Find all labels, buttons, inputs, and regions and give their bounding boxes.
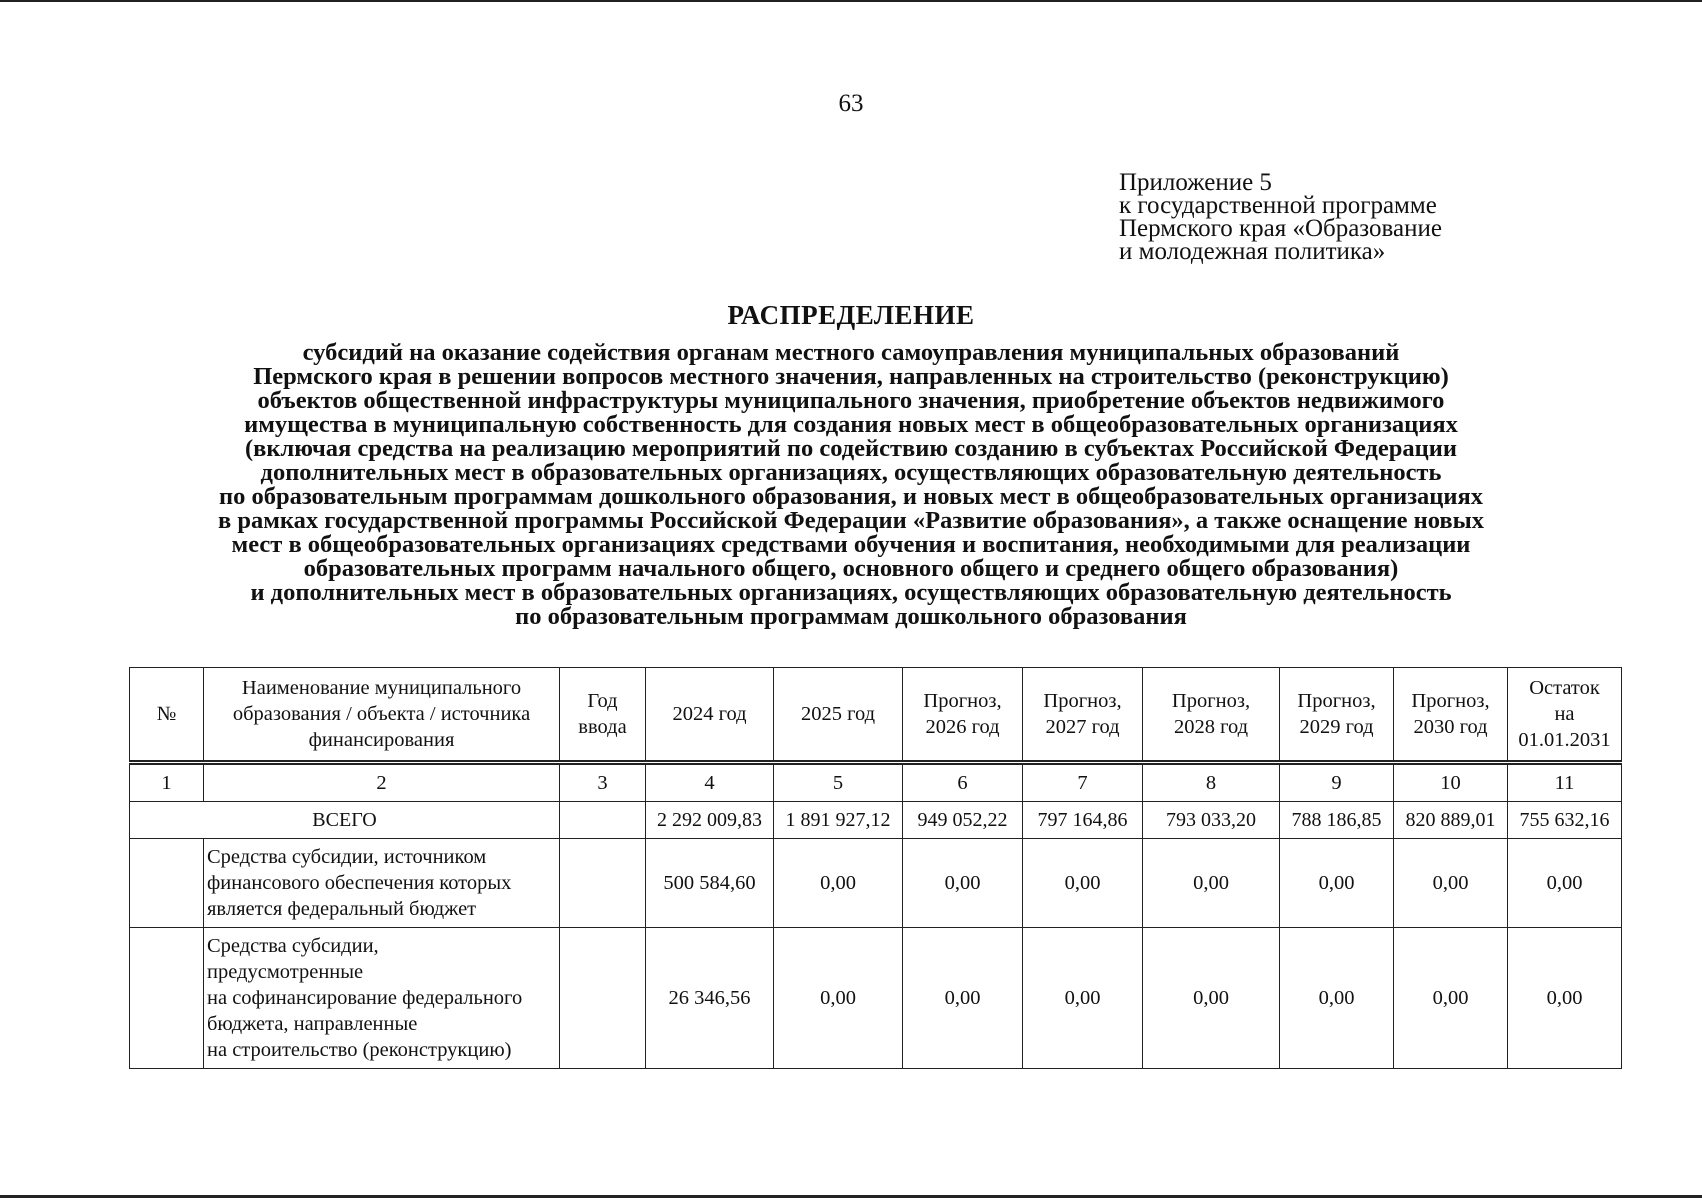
row-num [130, 839, 204, 928]
row-name [204, 928, 560, 1069]
row-value: 0,00 [1143, 839, 1280, 928]
header-line: Год [587, 690, 618, 712]
row-name-line: предусмотренные [207, 961, 364, 983]
row-value: 0,00 [1508, 928, 1622, 1069]
header-line: 2027 год [1045, 716, 1120, 738]
scan-bottom-edge [0, 1195, 1702, 1198]
total-value-2025: 1 891 927,12 [774, 802, 903, 839]
row-value: 0,00 [774, 928, 903, 1069]
header-line: Прогноз, [1171, 690, 1251, 712]
column-number: 9 [1280, 763, 1394, 802]
subtitle-line: мест в общеобразовательных организациях средствами обучения и воспитания, необходимыми для реализации [231, 531, 1471, 558]
column-number: 1 [130, 763, 204, 802]
header-name [204, 668, 560, 763]
table-row [130, 928, 1622, 1069]
column-number: 11 [1508, 763, 1622, 802]
column-number: 10 [1394, 763, 1508, 802]
header-line: 2028 год [1173, 716, 1249, 738]
row-value: 0,00 [1023, 839, 1143, 928]
header-forecast-2030 [1394, 668, 1508, 763]
distribution-table [129, 667, 1622, 1069]
header-line: 01.01.2031 [1518, 729, 1611, 751]
appendix-line: и молодежная политика» [1119, 238, 1386, 265]
header-remainder [1508, 668, 1622, 763]
subtitle-line: Пермского края в решении вопросов местного значения, направленных на строительство (реконструкцию) [253, 363, 1449, 390]
header-line: Прогноз, [1043, 690, 1122, 712]
header-line: 2026 год [925, 716, 1000, 738]
header-line: на [1554, 703, 1575, 725]
subtitle-line: по образовательным программам дошкольного образования [515, 603, 1187, 630]
column-number: 5 [774, 763, 903, 802]
header-name-line: финансирования [308, 729, 455, 751]
row-name [204, 839, 560, 928]
column-number-row [130, 763, 1622, 802]
total-value-2028: 793 033,20 [1143, 802, 1280, 839]
total-value-2029: 788 186,85 [1280, 802, 1394, 839]
row-value: 0,00 [1280, 839, 1394, 928]
column-number: 6 [903, 763, 1023, 802]
appendix-line: Приложение 5 [1119, 169, 1272, 196]
row-value: 500 584,60 [646, 839, 774, 928]
header-line: Остаток [1529, 677, 1600, 699]
header-forecast-2027 [1023, 668, 1143, 763]
row-num [130, 928, 204, 1069]
subtitle-line: субсидий на оказание содействия органам местного самоуправления муниципальных образований [302, 339, 1400, 366]
header-year-in [560, 668, 646, 763]
row-year-in [560, 928, 646, 1069]
column-number: 4 [646, 763, 774, 802]
header-line: Прогноз, [1297, 690, 1376, 712]
total-value-remainder: 755 632,16 [1508, 802, 1622, 839]
table-header-row [130, 668, 1622, 763]
document-subtitle [80, 341, 1622, 629]
row-value: 0,00 [1508, 839, 1622, 928]
row-value: 26 346,56 [646, 928, 774, 1069]
row-value: 0,00 [903, 839, 1023, 928]
row-name-line: на софинансирование федерального [207, 987, 523, 1009]
column-number: 8 [1143, 763, 1280, 802]
column-number: 3 [560, 763, 646, 802]
row-name-line: Средства субсидии, [207, 935, 379, 957]
row-year-in [560, 839, 646, 928]
row-value: 0,00 [1143, 928, 1280, 1069]
row-value: 0,00 [1394, 839, 1508, 928]
header-forecast-2028 [1143, 668, 1280, 763]
header-forecast-2029 [1280, 668, 1394, 763]
column-number: 2 [204, 763, 560, 802]
appendix-note [1119, 171, 1442, 263]
total-label: ВСЕГО [130, 802, 560, 839]
row-name-line: бюджета, направленные [207, 1013, 418, 1035]
row-value: 0,00 [1023, 928, 1143, 1069]
subtitle-line: и дополнительных мест в образовательных организациях, осуществляющих образовательную деятельность [250, 579, 1452, 606]
header-line: 2030 год [1413, 716, 1488, 738]
total-year-in [560, 802, 646, 839]
header-line: Прогноз, [923, 690, 1002, 712]
table-row [130, 839, 1622, 928]
subtitle-line: объектов общественной инфраструктуры муниципального значения, приобретение объектов недвижимого [257, 387, 1445, 414]
column-number: 7 [1023, 763, 1143, 802]
appendix-line: к государственной программе [1119, 192, 1437, 219]
header-2024: 2024 год [646, 668, 774, 763]
row-name-line: на строительство (реконструкцию) [207, 1039, 512, 1061]
header-name-line: Наименование муниципального [241, 677, 522, 699]
page-number: 63 [838, 90, 864, 117]
appendix-line: Пермского края «Образование [1119, 215, 1442, 242]
header-num: № [130, 668, 204, 763]
row-value: 0,00 [774, 839, 903, 928]
subtitle-line: образовательных программ начального общего, основного общего и среднего общего образования) [303, 555, 1399, 582]
header-name-line: образования / объекта / источника [232, 703, 531, 725]
subtitle-line: имущества в муниципальную собственность для создания новых мест в общеобразовательных организациях [244, 411, 1458, 438]
document-title: РАСПРЕДЕЛЕНИЕ [727, 300, 975, 330]
total-value-2030: 820 889,01 [1394, 802, 1508, 839]
header-2025: 2025 год [774, 668, 903, 763]
total-value-2026: 949 052,22 [903, 802, 1023, 839]
header-line: Прогноз, [1411, 690, 1490, 712]
header-line: ввода [578, 716, 627, 738]
subtitle-line: в рамках государственной программы Российской Федерации «Развитие образования», а также оснащение новых [217, 507, 1485, 534]
scan-top-edge [0, 0, 1702, 2]
row-value: 0,00 [903, 928, 1023, 1069]
subtitle-line: (включая средства на реализацию мероприятий по содействию созданию в субъектах Российской Федерации [244, 435, 1458, 462]
row-value: 0,00 [1394, 928, 1508, 1069]
subtitle-line: дополнительных мест в образовательных организациях, осуществляющих образовательную деятельность [260, 459, 1442, 486]
header-line: 2029 год [1299, 716, 1374, 738]
row-name-line: является федеральный бюджет [207, 898, 477, 920]
row-name-line: финансового обеспечения которых [207, 872, 512, 894]
total-value-2027: 797 164,86 [1023, 802, 1143, 839]
header-forecast-2026 [903, 668, 1023, 763]
row-value: 0,00 [1280, 928, 1394, 1069]
total-row [130, 802, 1622, 839]
row-name-line: Средства субсидии, источником [207, 846, 487, 868]
total-value-2024: 2 292 009,83 [646, 802, 774, 839]
subtitle-line: по образовательным программам дошкольного образования, и новых мест в общеобразовательных организациях [218, 483, 1484, 510]
